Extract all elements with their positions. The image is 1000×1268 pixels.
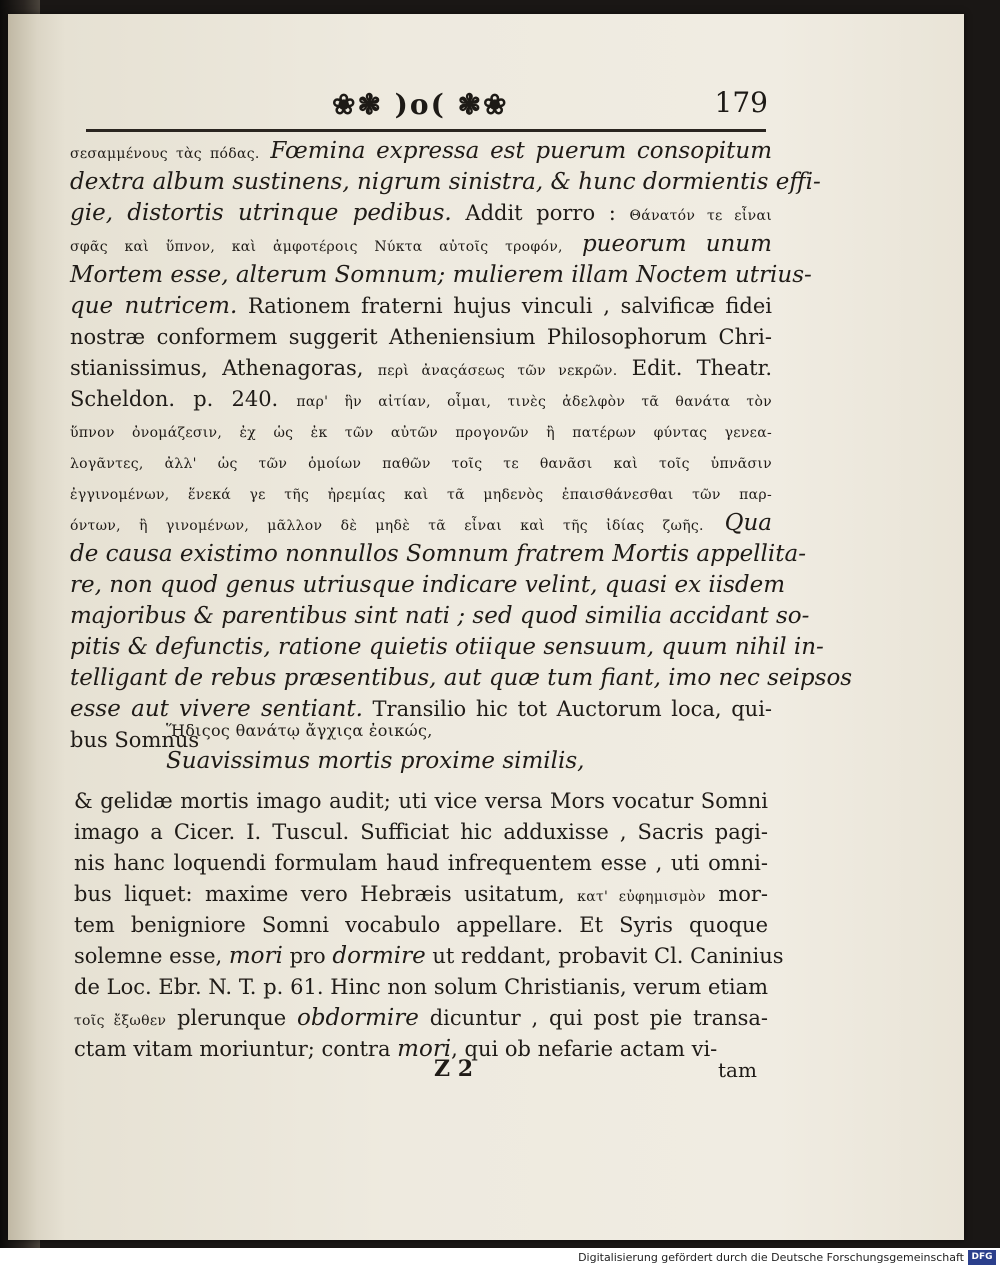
roman-text: solemne esse, [74,944,229,968]
text-line [70,322,772,353]
second-paragraph [74,786,784,1065]
roman-text: Rationem fraterni hujus vinculi , salvificæ fidei [237,294,772,318]
digitization-footer [0,1248,1000,1268]
running-header [78,80,768,128]
greek-text: περὶ ἀναςάσεως τῶν νεκρῶν. [377,363,618,379]
italic-text: telligant de rebus præsentibus, aut quæ tum fiant, imo nec seipsos [70,665,853,691]
text-line [74,910,768,941]
italic-text: mori [397,1036,452,1062]
greek-text: όντων, ἢ γινομένων, μᾶλλον δὲ μηδὲ τᾶ εἶναι καὶ τῆς ἰδίας ζωῆς. [70,518,704,534]
roman-text: de Loc. Ebr. N. T. p. 61. Hinc non solum Christianis, verum etiam [74,975,768,999]
text-line [74,786,768,817]
text-line [74,879,768,910]
text-line [74,1003,768,1034]
text-line [70,508,772,539]
text-line [74,941,784,972]
roman-text: & gelidæ mortis imago audit; uti vice versa Mors vocatur Somni [74,789,768,813]
roman-text: bus liquet: maxime vero Hebræis usitatum, [74,882,578,906]
text-line [70,632,824,663]
italic-text: dormire [332,943,426,969]
italic-text: de causa existimo nonnullos Somnum fratrem Mortis appellita- [70,541,806,567]
text-line [70,353,772,384]
text-line [70,539,806,570]
italic-text: Fœmina expressa est puerum consopitum [259,138,772,164]
text-line [74,848,768,879]
text-line [70,415,772,446]
text-line [70,663,853,694]
verse-greek-line: Ἥδιςος θανάτῳ ἄγχιςα ἐοικώς, [166,721,433,740]
italic-text: mori [228,943,283,969]
roman-text: Scheldon. p. 240. [70,387,297,411]
roman-text: nis hanc loquendi formulam haud infrequentem esse , uti omni- [74,851,768,875]
italic-text: obdormire [296,1005,419,1031]
text-line [70,570,786,601]
header-rule [86,129,766,132]
page-number: 179 [714,86,768,119]
roman-text: Transilio hic tot Auctorum loca, qui- [362,697,773,721]
text-line [70,198,772,229]
verse-quotation [166,716,766,776]
text-line [74,972,768,1003]
text-line [70,260,812,291]
funding-credit: Digitalisierung gefördert durch die Deutsche Forschungsgemeinschaft [578,1251,964,1264]
roman-text: imago a Cicer. I. Tuscul. Sufficiat hic adduxisse , Sacris pagi- [74,820,768,844]
roman-text: stianissimus, Athenagoras, [70,356,378,380]
roman-text: mor- [705,882,768,906]
page-gutter-edge [8,14,36,1240]
italic-text: que nutricem. [70,293,238,319]
text-line [70,446,772,477]
text-line [70,601,810,632]
greek-text: τοῖς ἔξωθεν [74,1013,167,1029]
text-line [70,291,772,322]
text-line [74,817,768,848]
text-line [70,167,821,198]
text-line [70,136,772,167]
verse-latin-line: Suavissimus mortis proxime similis, [166,748,585,774]
roman-text: , qui ob nefarie actam vi- [451,1037,718,1061]
greek-text: λογᾶντες, ἀλλ' ὡς τῶν ὁμοίων παθῶν τοῖς τε θανᾶσι καὶ τοῖς ὑπνᾶσιν [70,456,772,472]
roman-text: plerunque [166,1006,297,1030]
greek-text: ὕπνον ὀνομάζεσιν, ἐχ ὡς ἐκ τῶν αὐτῶν προγονῶν ἢ πατέρων φύντας γενεα- [70,425,772,441]
italic-text: Qua [703,510,772,536]
catchword: tam [718,1058,757,1082]
roman-text: Addit porro : [451,201,630,225]
greek-text: Θάνατόν τε εἶναι [629,208,773,224]
header-ornament: ❀❃ )o( ❃❀ [332,88,509,121]
main-paragraph [70,136,853,756]
italic-text: majoribus & parentibus sint nati ; sed quod similia accidant so- [70,603,810,629]
italic-text: dextra album sustinens, nigrum sinistra, & hunc dormientis effi- [70,169,821,195]
italic-text: pueorum unum [562,231,772,257]
greek-text: σφᾶς καὶ ὕπνον, καὶ ἀμφοτέροις Νύκτα αὐτοῖς τροφόν, [70,239,563,255]
italic-text: pitis & defunctis, ratione quietis otiique sensuum, quum nihil in- [70,634,824,660]
roman-text: ctam vitam moriuntur; contra [74,1037,398,1061]
greek-text: παρ' ἣν αἰτίαν, οἶμαι, τινὲς ἀδελφὸν τᾶ θανάτα τὸν [296,394,772,410]
greek-text: κατ' εὐφημισμὸν [577,889,706,905]
italic-text: gie, distortis utrinque pedibus. [70,200,452,226]
roman-text: tem benigniore Somni vocabulo appellare. Et Syris quoque [74,913,768,937]
italic-text: re, non quod genus utriusque indicare velint, quasi ex iisdem [70,572,786,598]
italic-text: esse aut vivere sentiant. [70,696,363,722]
text-line [70,229,772,260]
greek-text: σεσαμμένους τὰς πόδας. [70,146,260,162]
roman-text: pro [282,944,333,968]
roman-text: ut reddant, probavit Cl. Caninius [425,944,784,968]
text-line [70,384,772,415]
text-line [74,1034,768,1065]
text-line [70,477,772,508]
signature-mark: Z 2 [434,1056,474,1082]
roman-text: nostræ conformem suggerit Atheniensium Philosophorum Chri- [70,325,772,349]
dfg-logo: DFG [968,1250,996,1265]
greek-text: ἐγγινομένων, ἕνεκά γε τῆς ἠρεμίας καὶ τᾶ μηδενὸς ἐπαισθάνεσθαι τῶν παρ- [70,487,772,503]
roman-text: dicuntur , qui post pie transa- [418,1006,769,1030]
roman-text: Edit. Theatr. [617,356,772,380]
roman-text: bus Somnus [70,728,200,752]
italic-text: Mortem esse, alterum Somnum; mulierem illam Noctem utrius- [70,262,812,288]
